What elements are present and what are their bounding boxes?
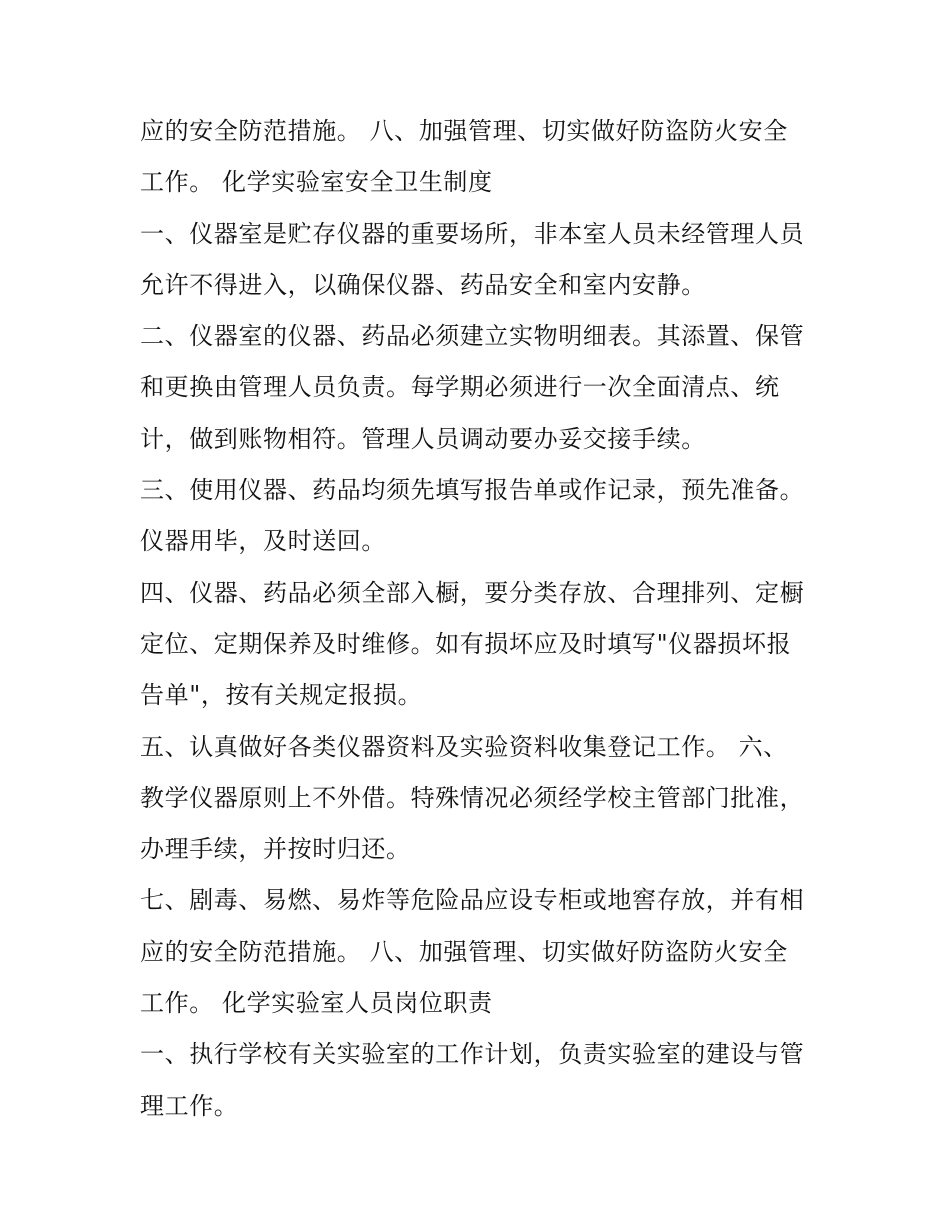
text-line: 定位、定期保养及时维修。如有损坏应及时填写"仪器损坏报 bbox=[140, 629, 792, 658]
text-line: 工作。 化学实验室安全卫生制度 bbox=[140, 168, 493, 197]
text-line: 办理手续，并按时归还。 bbox=[140, 835, 411, 864]
text-line: 教学仪器原则上不外借。特殊情况必须经学校主管部门批准， bbox=[140, 783, 805, 812]
text-line: 一、仪器室是贮存仪器的重要场所，非本室人员未经管理人员 bbox=[140, 219, 805, 248]
text-line: 允许不得进入，以确保仪器、药品安全和室内安静。 bbox=[140, 270, 706, 299]
text-line: 七、剧毒、易燃、易炸等危险品应设专柜或地窖存放，并有相 bbox=[140, 886, 805, 915]
text-line: 二、仪器室的仪器、药品必须建立实物明细表。其添置、保管 bbox=[140, 322, 805, 351]
text-line: 五、认真做好各类仪器资料及实验资料收集登记工作。 六、 bbox=[140, 732, 788, 761]
text-line: 理工作。 bbox=[140, 1091, 239, 1120]
text-line: 应的安全防范措施。 八、加强管理、切实做好防盗防火安全 bbox=[140, 937, 788, 966]
text-line: 应的安全防范措施。 八、加强管理、切实做好防盗防火安全 bbox=[140, 117, 788, 145]
document-body bbox=[140, 106, 830, 1132]
text-line: 告单"，按有关规定报损。 bbox=[140, 681, 423, 710]
text-line: 三、使用仪器、药品均须先填写报告单或作记录，预先准备。 bbox=[140, 476, 805, 505]
text-line: 四、仪器、药品必须全部入橱，要分类存放、合理排列、定橱 bbox=[140, 578, 805, 607]
text-line: 工作。 化学实验室人员岗位职责 bbox=[140, 989, 493, 1018]
text-line: 仪器用毕，及时送回。 bbox=[140, 527, 386, 556]
text-line: 计，做到账物相符。管理人员调动要办妥交接手续。 bbox=[140, 424, 706, 453]
text-line: 一、执行学校有关实验室的工作计划，负责实验室的建设与管 bbox=[140, 1040, 805, 1069]
text-line: 和更换由管理人员负责。每学期必须进行一次全面清点、统 bbox=[140, 373, 780, 402]
